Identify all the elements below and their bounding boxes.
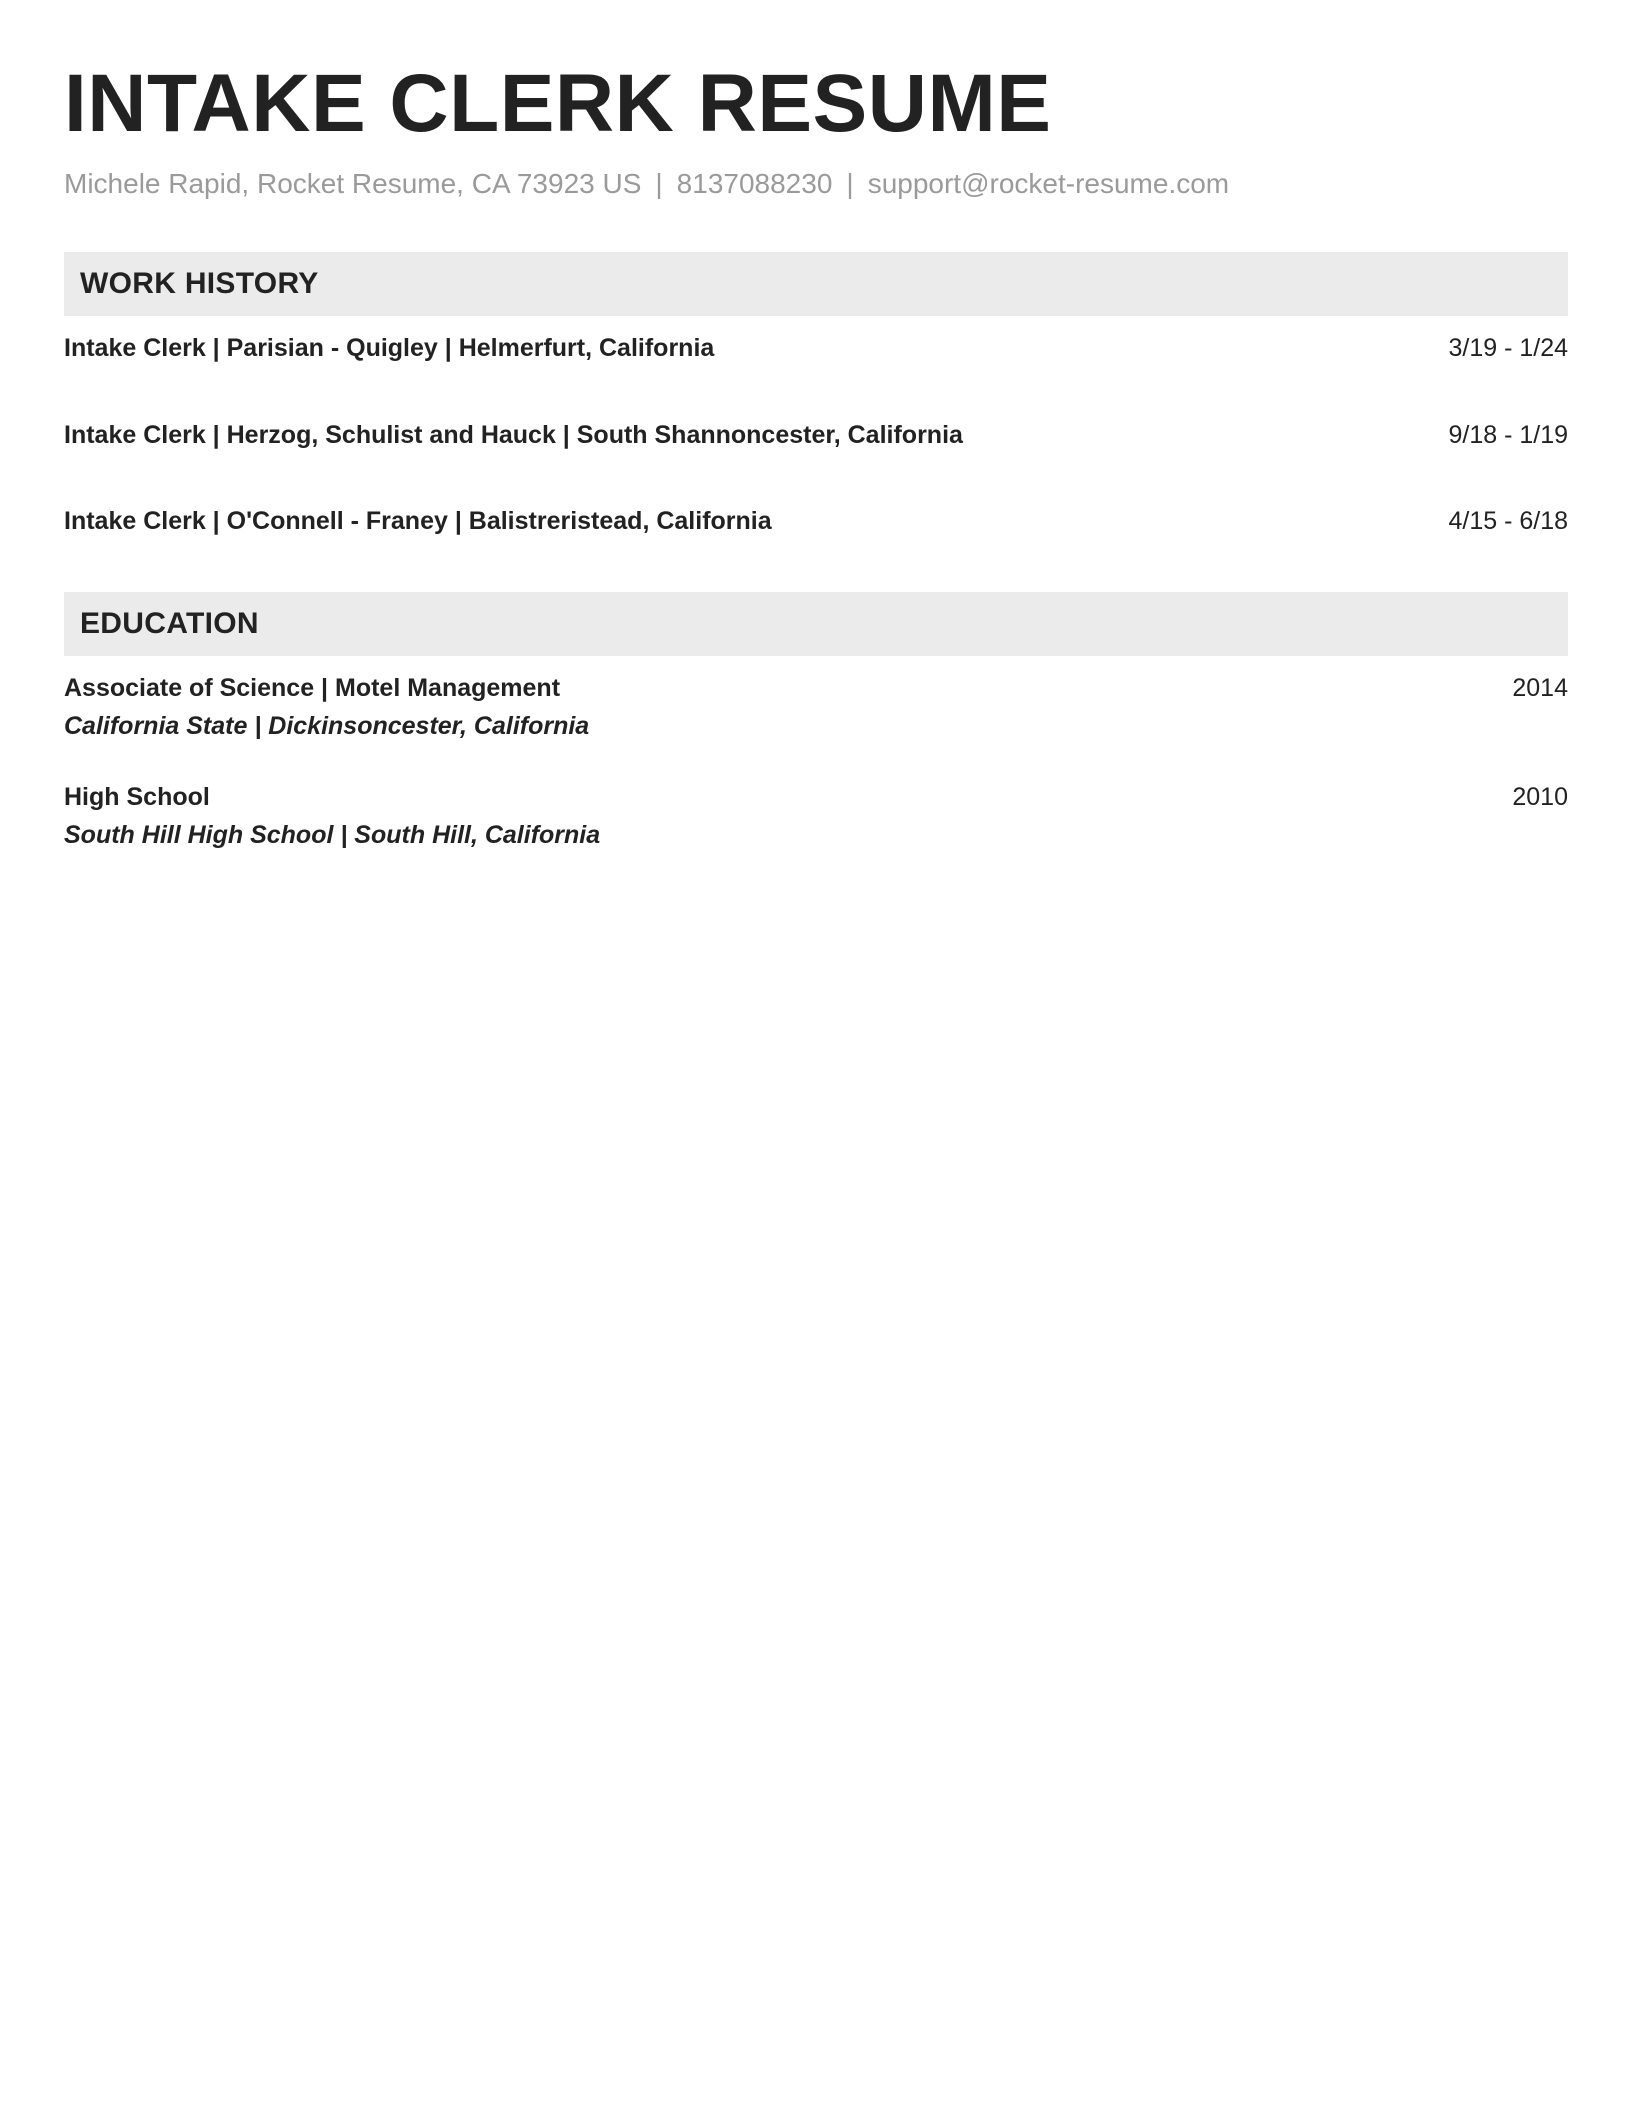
contact-separator: | [846, 168, 854, 199]
job-title: Intake Clerk | Herzog, Schulist and Hauck | South Shannoncester, California [64, 421, 963, 449]
education-entry [64, 780, 1568, 814]
job-title: Intake Clerk | Parisian - Quigley | Helmerfurt, California [64, 334, 715, 362]
work-history-heading: WORK HISTORY [64, 252, 1568, 316]
job-entry [64, 331, 1568, 365]
contact-email: support@rocket-resume.com [867, 168, 1230, 199]
education-school: South Hill High School | South Hill, California [64, 821, 601, 849]
job-dates: 3/19 - 1/24 [1448, 334, 1568, 362]
education-heading: EDUCATION [64, 592, 1568, 656]
education-year: 2014 [1512, 674, 1568, 702]
education-degree: Associate of Science | Motel Management [64, 674, 561, 702]
education-school: California State | Dickinsoncester, California [64, 712, 590, 740]
job-dates: 4/15 - 6/18 [1448, 507, 1568, 535]
job-title: Intake Clerk | O'Connell - Franey | Balistreristead, California [64, 507, 772, 535]
resume-title: INTAKE CLERK RESUME [64, 58, 1052, 149]
education-entry [64, 671, 1568, 705]
contact-phone: 8137088230 [676, 168, 833, 199]
education-degree: High School [64, 783, 210, 811]
education-year: 2010 [1512, 783, 1568, 811]
contact-address: Michele Rapid, Rocket Resume, CA 73923 US [64, 168, 642, 199]
contact-separator: | [655, 168, 663, 199]
job-dates: 9/18 - 1/19 [1448, 421, 1568, 449]
job-entry [64, 504, 1568, 538]
contact-line [64, 166, 1229, 202]
job-entry [64, 418, 1568, 452]
